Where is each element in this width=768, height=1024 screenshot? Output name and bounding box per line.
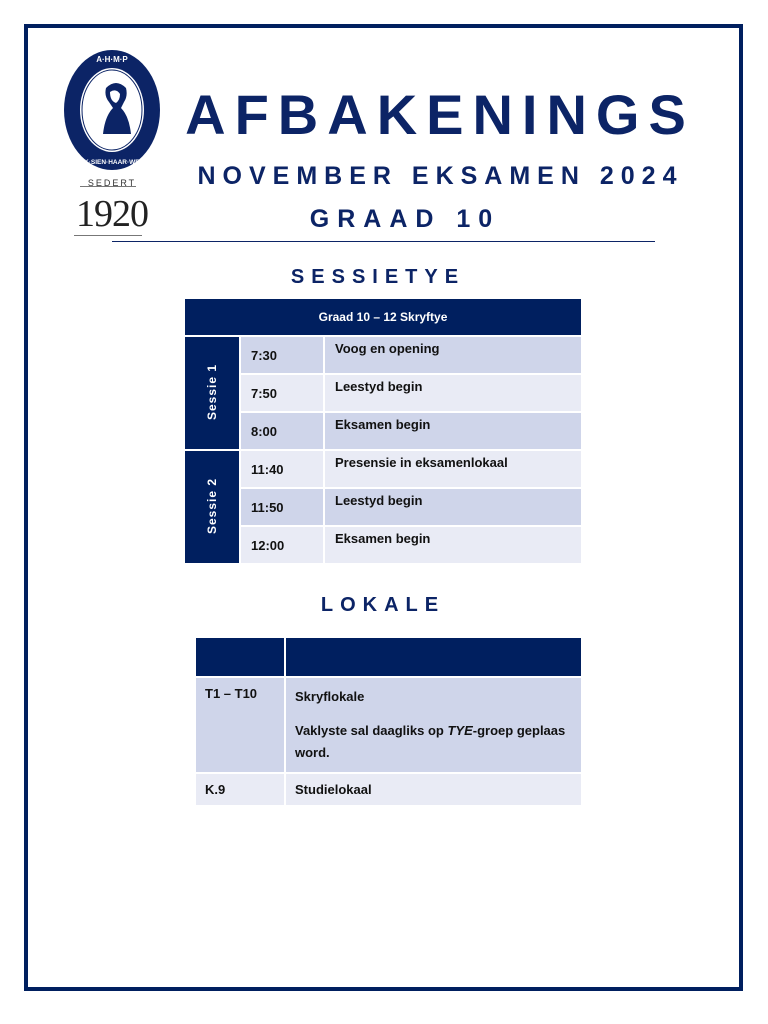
activity-cell: Leestyd begin	[324, 374, 582, 412]
session-label: Sessie 1	[205, 363, 219, 420]
activity-cell: Eksamen begin	[324, 526, 582, 564]
venue-description-cell	[285, 677, 582, 773]
sessions-heading: SESSIETYE	[290, 266, 466, 288]
sedert-label: SEDERT	[87, 178, 137, 188]
venues-table	[194, 636, 583, 807]
svg-text:A·H·M·P: A·H·M·P	[96, 55, 128, 64]
table-row	[184, 336, 582, 374]
header-cell	[285, 637, 582, 677]
venues-heading: LOKALE	[320, 594, 446, 616]
table-row	[184, 450, 582, 488]
table-row	[184, 374, 582, 412]
session-label: Sessie 2	[205, 477, 219, 534]
page-title: AFBAKENINGS	[185, 83, 695, 146]
activity-cell: Leestyd begin	[324, 488, 582, 526]
activity-cell: Presensie in eksamenlokaal	[324, 450, 582, 488]
svg-text:EK·SIEN·HAAR·WEN: EK·SIEN·HAAR·WEN	[79, 159, 145, 166]
session-times-table	[183, 297, 583, 565]
time-cell: 7:50	[240, 374, 324, 412]
time-cell: 11:40	[240, 450, 324, 488]
activity-cell: Voog en opening	[324, 336, 582, 374]
table-row	[195, 677, 582, 773]
header-rule	[112, 241, 655, 242]
venue-note	[295, 720, 572, 764]
venue-line: Skryflokale	[295, 689, 365, 704]
note-text: Vaklyste sal daagliks op	[295, 723, 448, 738]
founding-year: 1920	[76, 193, 148, 235]
header-cell	[195, 637, 285, 677]
table-header-row	[195, 637, 582, 677]
grade-heading: GRAAD 10	[309, 205, 501, 233]
session-1-label-cell	[184, 336, 240, 450]
note-emphasis: TYE	[447, 723, 473, 738]
school-crest-logo	[62, 48, 162, 172]
venue-description-cell: Studielokaal	[285, 773, 582, 806]
time-cell: 7:30	[240, 336, 324, 374]
table-row	[195, 773, 582, 806]
year-divider-bottom	[74, 235, 142, 236]
exam-subtitle: NOVEMBER EKSAMEN 2024	[197, 162, 684, 190]
time-cell: 11:50	[240, 488, 324, 526]
venue-code-cell: K.9	[195, 773, 285, 806]
time-cell: 8:00	[240, 412, 324, 450]
time-cell: 12:00	[240, 526, 324, 564]
activity-cell: Eksamen begin	[324, 412, 582, 450]
venue-code-cell: T1 – T10	[195, 677, 285, 773]
table-row	[184, 488, 582, 526]
table-row	[184, 412, 582, 450]
table-row	[184, 526, 582, 564]
table-title: Graad 10 – 12 Skryftye	[184, 298, 582, 336]
session-2-label-cell	[184, 450, 240, 564]
note-text: -groep geplaas word.	[295, 723, 566, 760]
